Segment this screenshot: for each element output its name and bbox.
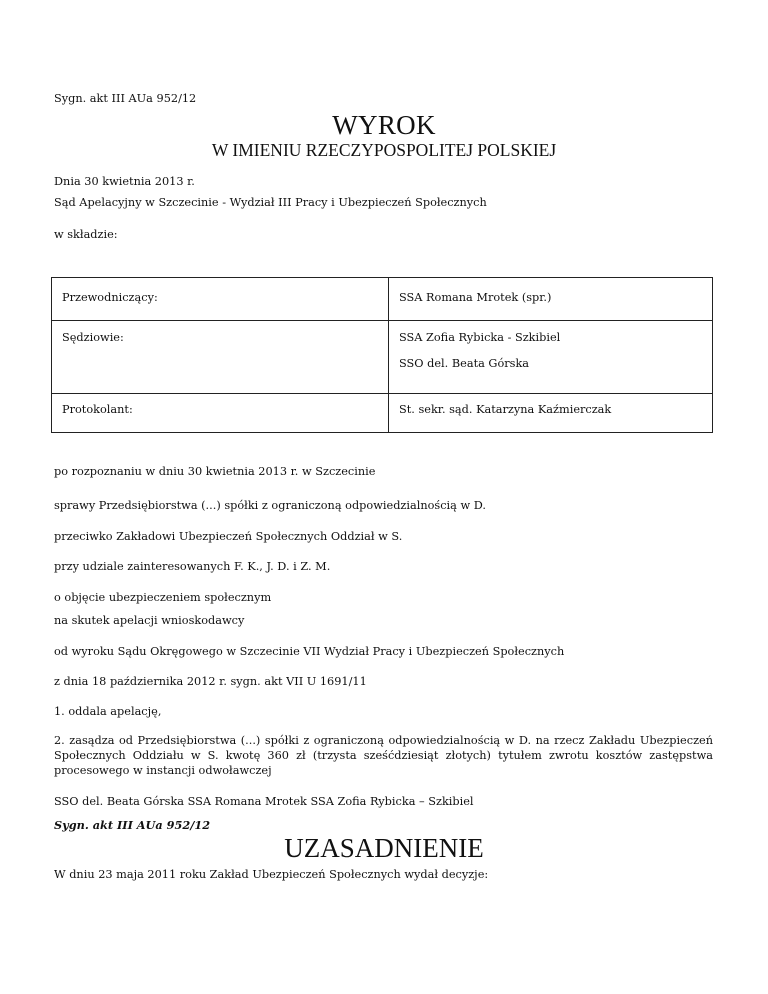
body-line: przy udziale zainteresowanych F. K., J. D. i Z. M.: [54, 560, 331, 573]
table-row: [52, 278, 713, 321]
role-judges: Sędziowie:: [62, 331, 124, 344]
role-clerk: Protokolant:: [62, 403, 133, 416]
name-presiding: SSA Romana Mrotek (spr.): [399, 291, 552, 304]
body-line: z dnia 18 października 2012 r. sygn. akt VII U 1691/11: [54, 675, 367, 688]
name-clerk: St. sekr. sąd. Katarzyna Kaźmierczak: [399, 403, 612, 416]
body-line: o objęcie ubezpieczeniem społecznym: [54, 591, 272, 604]
table-row: [52, 321, 713, 394]
table-row: [52, 394, 713, 433]
judgment-title: WYROK: [332, 110, 436, 140]
composition-label: w składzie:: [54, 228, 118, 241]
role-presiding: Przewodniczący:: [62, 291, 158, 304]
body-line: sprawy Przedsiębiorstwa (...) spółki z ograniczoną odpowiedzialnością w D.: [54, 499, 486, 512]
case-number: Sygn. akt III AUa 952/12: [54, 92, 197, 105]
name-judge-2: SSO del. Beata Górska: [399, 357, 530, 370]
justification-case-number: Sygn. akt III AUa 952/12: [54, 818, 211, 832]
court-line: Sąd Apelacyjny w Szczecinie - Wydział III Pracy i Ubezpieczeń Społecznych: [54, 196, 487, 209]
judgment-subtitle: W IMIENIU RZECZYPOSPOLITEJ POLSKIEJ: [211, 140, 557, 160]
body-line: od wyroku Sądu Okręgowego w Szczecinie VII Wydział Pracy i Ubezpieczeń Społecznych: [54, 645, 565, 658]
signatures-line: SSO del. Beata Górska SSA Romana Mrotek SSA Zofia Rybicka – Szkibiel: [54, 795, 474, 808]
ruling-item-1: 1. oddala apelację,: [54, 705, 162, 718]
body-line: po rozpoznaniu w dniu 30 kwietnia 2013 r. w Szczecinie: [54, 465, 376, 478]
date-line: Dnia 30 kwietnia 2013 r.: [54, 175, 195, 188]
justification-title: UZASADNIENIE: [284, 833, 484, 863]
court-composition-table: [51, 277, 713, 433]
name-judge-1: SSA Zofia Rybicka - Szkibiel: [399, 331, 561, 344]
body-line: na skutek apelacji wnioskodawcy: [54, 614, 245, 627]
body-line: przeciwko Zakładowi Ubezpieczeń Społecznych Oddział w S.: [54, 530, 403, 543]
justification-first-line: W dniu 23 maja 2011 roku Zakład Ubezpieczeń Społecznych wydał decyzje:: [54, 868, 489, 881]
ruling-item-2: 2. zasądza od Przedsiębiorstwa (...) spółki z ograniczoną odpowiedzialnością w D. na rzecz Zakładu Ubezpieczeń Społecznych Oddziału w S. kwotę 360 zł (trzysta sześćdziesiąt złotych) tytułem zwrotu kosztów zastępstwa procesowego w instancji odwoławczej: [54, 734, 713, 777]
